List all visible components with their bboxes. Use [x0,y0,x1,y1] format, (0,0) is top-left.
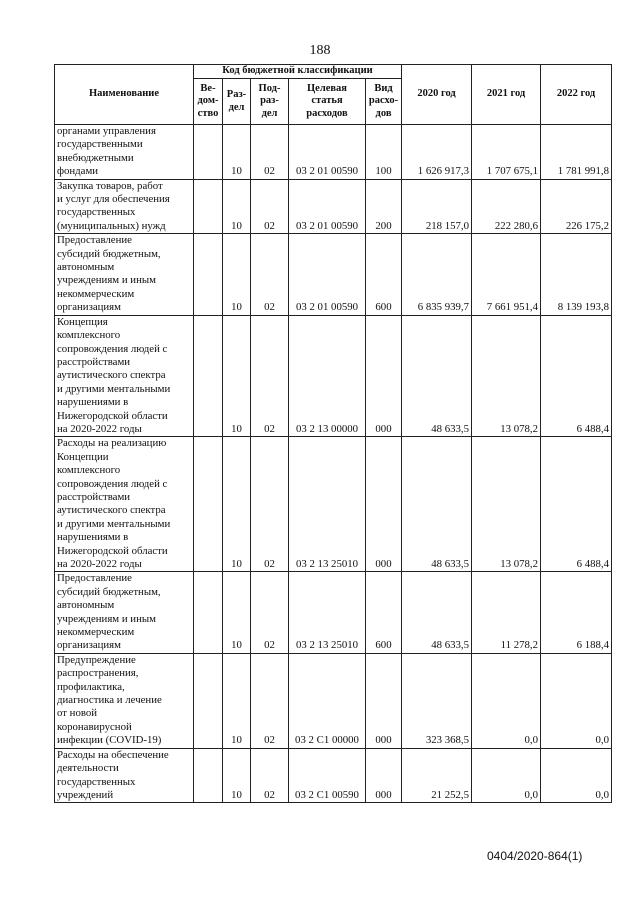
cell-2022: 6 488,4 [541,315,612,437]
cell-2020: 48 633,5 [402,315,472,437]
cell-section: 10 [223,572,251,653]
cell-2020: 21 252,5 [402,748,472,803]
table-row [55,572,612,653]
cell-exptype: 000 [366,653,402,748]
col-header-2020: 2020 год [402,65,472,125]
cell-2021: 222 280,6 [472,179,541,234]
cell-target: 03 2 С1 00590 [289,748,366,803]
cell-target: 03 2 13 00000 [289,315,366,437]
cell-exptype: 000 [366,748,402,803]
cell-target: 03 2 01 00590 [289,234,366,315]
cell-section: 10 [223,234,251,315]
cell-subsection: 02 [251,234,289,315]
col-header-2022: 2022 год [541,65,612,125]
cell-2021: 7 661 951,4 [472,234,541,315]
cell-2020: 323 368,5 [402,653,472,748]
table-row [55,653,612,748]
cell-subsection: 02 [251,653,289,748]
cell-exptype: 600 [366,234,402,315]
cell-2021: 13 078,2 [472,437,541,572]
cell-name: Расходы на реализацию Концепции комплексного сопровождения людей с расстройствами аутистического спектра и другими ментальными нарушениями в Нижегородской области на 2020-2022 годы [55,437,194,572]
cell-name: Предоставление субсидий бюджетным, автономным учреждениям и иным некоммерческим организациям [55,572,194,653]
cell-target: 03 2 С1 00000 [289,653,366,748]
cell-dept [194,315,223,437]
budget-table [54,64,612,803]
col-header-2021: 2021 год [472,65,541,125]
col-header-section: Раз- дел [223,79,251,125]
table-row [55,125,612,180]
col-header-subsection: Под- раз- дел [251,79,289,125]
cell-exptype: 200 [366,179,402,234]
cell-target: 03 2 01 00590 [289,125,366,180]
cell-2022: 226 175,2 [541,179,612,234]
cell-section: 10 [223,748,251,803]
table-row [55,315,612,437]
table-body [55,125,612,803]
cell-2020: 48 633,5 [402,437,472,572]
col-header-dept: Ве- дом- ство [194,79,223,125]
cell-2021: 13 078,2 [472,315,541,437]
cell-2020: 48 633,5 [402,572,472,653]
cell-exptype: 000 [366,315,402,437]
col-header-name: Наименование [55,65,194,125]
cell-section: 10 [223,315,251,437]
cell-target: 03 2 13 25010 [289,437,366,572]
cell-2022: 1 781 991,8 [541,125,612,180]
cell-2020: 1 626 917,3 [402,125,472,180]
cell-2021: 1 707 675,1 [472,125,541,180]
cell-subsection: 02 [251,572,289,653]
cell-dept [194,234,223,315]
page-number: 188 [309,43,331,58]
cell-2022: 6 488,4 [541,437,612,572]
cell-section: 10 [223,437,251,572]
cell-subsection: 02 [251,179,289,234]
cell-exptype: 600 [366,572,402,653]
cell-name: Закупка товаров, работ и услуг для обеспечения государственных (муниципальных) нужд [55,179,194,234]
cell-2022: 6 188,4 [541,572,612,653]
cell-2021: 0,0 [472,748,541,803]
cell-dept [194,653,223,748]
table-row [55,437,612,572]
table-row [55,179,612,234]
cell-name: Предупреждение распространения, профилактика, диагностика и лечение от новой коронавирусной инфекции (COVID-19) [55,653,194,748]
cell-2022: 8 139 193,8 [541,234,612,315]
cell-name: Концепция комплексного сопровождения людей с расстройствами аутистического спектра и другими ментальными нарушениями в Нижегородской области на 2020-2022 годы [55,315,194,437]
cell-target: 03 2 01 00590 [289,179,366,234]
document-id: 0404/2020-864(1) [487,849,583,863]
cell-section: 10 [223,125,251,180]
cell-dept [194,125,223,180]
cell-exptype: 100 [366,125,402,180]
cell-2020: 6 835 939,7 [402,234,472,315]
cell-2022: 0,0 [541,653,612,748]
cell-subsection: 02 [251,748,289,803]
cell-dept [194,572,223,653]
cell-dept [194,748,223,803]
cell-2020: 218 157,0 [402,179,472,234]
cell-2022: 0,0 [541,748,612,803]
table-row [55,234,612,315]
col-header-exptype: Вид расхо- дов [366,79,402,125]
table-row [55,748,612,803]
cell-subsection: 02 [251,125,289,180]
cell-dept [194,437,223,572]
cell-target: 03 2 13 25010 [289,572,366,653]
col-header-target: Целевая статья расходов [289,79,366,125]
col-header-classification: Код бюджетной классификации [194,65,402,79]
cell-2021: 11 278,2 [472,572,541,653]
cell-subsection: 02 [251,315,289,437]
cell-exptype: 000 [366,437,402,572]
cell-name: Предоставление субсидий бюджетным, автономным учреждениям и иным некоммерческим организациям [55,234,194,315]
cell-name: органами управления государственными внебюджетными фондами [55,125,194,180]
cell-subsection: 02 [251,437,289,572]
cell-2021: 0,0 [472,653,541,748]
cell-section: 10 [223,653,251,748]
cell-name: Расходы на обеспечение деятельности государственных учреждений [55,748,194,803]
cell-dept [194,179,223,234]
cell-section: 10 [223,179,251,234]
table-header [55,65,612,125]
